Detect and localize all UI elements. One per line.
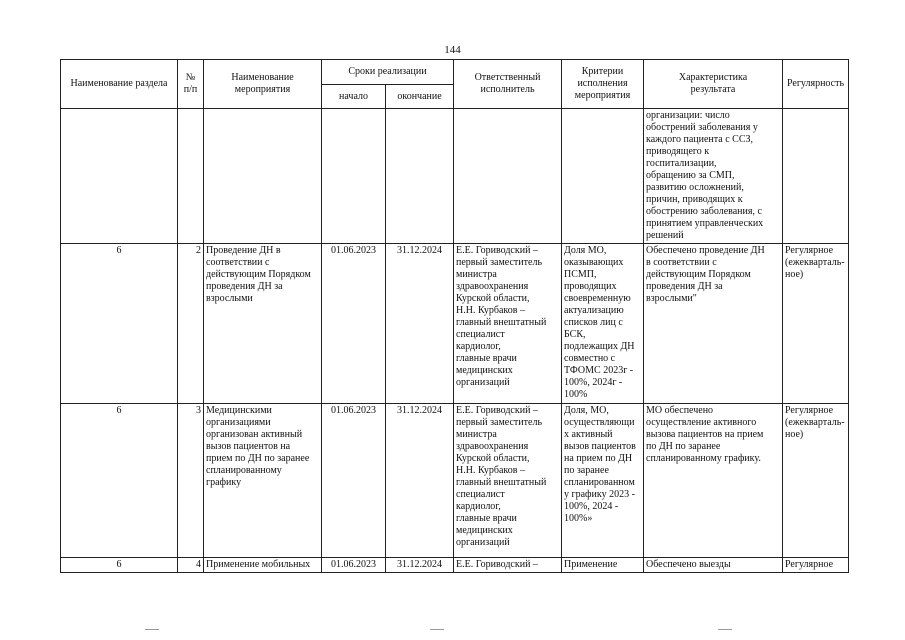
cell-start [322, 109, 386, 244]
cell-criteria [562, 109, 644, 244]
cell-criteria: Доля, МО, осуществляющи х активный вызов пациентов на прием по ДН по заранее спланированном у графику 2023 - 100%, 2024 - 100%» [562, 404, 644, 558]
header-start: начало [322, 85, 386, 109]
table-row [61, 109, 849, 244]
cell-regularity: Регулярное (ежекварталь- ное) [783, 404, 849, 558]
table-row [61, 244, 849, 404]
table-row [61, 558, 849, 573]
cell-activity: Проведение ДН в соответствии с действующим Порядком проведения ДН за взрослыми [204, 244, 322, 404]
cell-regularity: Регулярное [783, 558, 849, 573]
cell-end [386, 109, 454, 244]
cell-section: 6 [61, 244, 178, 404]
cell-section [61, 109, 178, 244]
header-activity: Наименование мероприятия [204, 60, 322, 109]
cell-responsible [454, 109, 562, 244]
cell-result: МО обеспечено осуществление активного вызова пациентов на прием по ДН по заранее спланированному графику. [644, 404, 783, 558]
scan-artifact [145, 629, 159, 630]
cell-start: 01.06.2023 [322, 404, 386, 558]
table-row [61, 404, 849, 558]
page-number: 144 [444, 44, 461, 56]
cell-num: 2 [178, 244, 204, 404]
cell-start: 01.06.2023 [322, 244, 386, 404]
cell-regularity [783, 109, 849, 244]
scan-artifact [430, 629, 444, 630]
cell-end: 31.12.2024 [386, 558, 454, 573]
cell-responsible: Е.Е. Гориводский – первый заместитель министра здравоохранения Курской области, Н.Н. Курбаков – главный внештатный специалист кардиолог, главные врачи медицинских организаций [454, 244, 562, 404]
cell-criteria: Применение [562, 558, 644, 573]
header-end: окончание [386, 85, 454, 109]
cell-start: 01.06.2023 [322, 558, 386, 573]
cell-result: Обеспечено проведение ДН в соответствии с действующим Порядком проведения ДН за взрослыми" [644, 244, 783, 404]
header-num: № п/п [178, 60, 204, 109]
cell-activity: Медицинскими организациями организован активный вызов пациентов на прием по ДН по заранее спланированному графику [204, 404, 322, 558]
cell-num: 4 [178, 558, 204, 573]
header-criteria: Критерии исполнения мероприятия [562, 60, 644, 109]
cell-end: 31.12.2024 [386, 404, 454, 558]
header-responsible: Ответственный исполнитель [454, 60, 562, 109]
cell-responsible: Е.Е. Гориводский – [454, 558, 562, 573]
scan-artifact [718, 629, 732, 630]
cell-responsible: Е.Е. Гориводский – первый заместитель министра здравоохранения Курской области, Н.Н. Курбаков – главный внештатный специалист кардиолог, главные врачи медицинских организаций [454, 404, 562, 558]
cell-section: 6 [61, 558, 178, 573]
header-regularity: Регулярность [783, 60, 849, 109]
cell-result: организации: число обострений заболевания у каждого пациента с ССЗ, приводящего к госпитализации, обращению за СМП, развитию осложнений, причин, приводящих к обострению заболевания, с принятием управленческих решений [644, 109, 783, 244]
cell-section: 6 [61, 404, 178, 558]
cell-regularity: Регулярное (ежекварталь- ное) [783, 244, 849, 404]
cell-criteria: Доля МО, оказывающих ПСМП, проводящих своевременную актуализацию списков лиц с БСК, подлежащих ДН совместно с ТФОМС 2023г - 100%, 2024г - 100% [562, 244, 644, 404]
cell-num: 3 [178, 404, 204, 558]
cell-end: 31.12.2024 [386, 244, 454, 404]
activity-plan-table [60, 59, 849, 573]
cell-activity [204, 109, 322, 244]
header-result: Характеристика результата [644, 60, 783, 109]
cell-num [178, 109, 204, 244]
cell-activity: Применение мобильных [204, 558, 322, 573]
header-section: Наименование раздела [61, 60, 178, 109]
cell-result: Обеспечено выезды [644, 558, 783, 573]
header-timeline: Сроки реализации [322, 60, 454, 85]
